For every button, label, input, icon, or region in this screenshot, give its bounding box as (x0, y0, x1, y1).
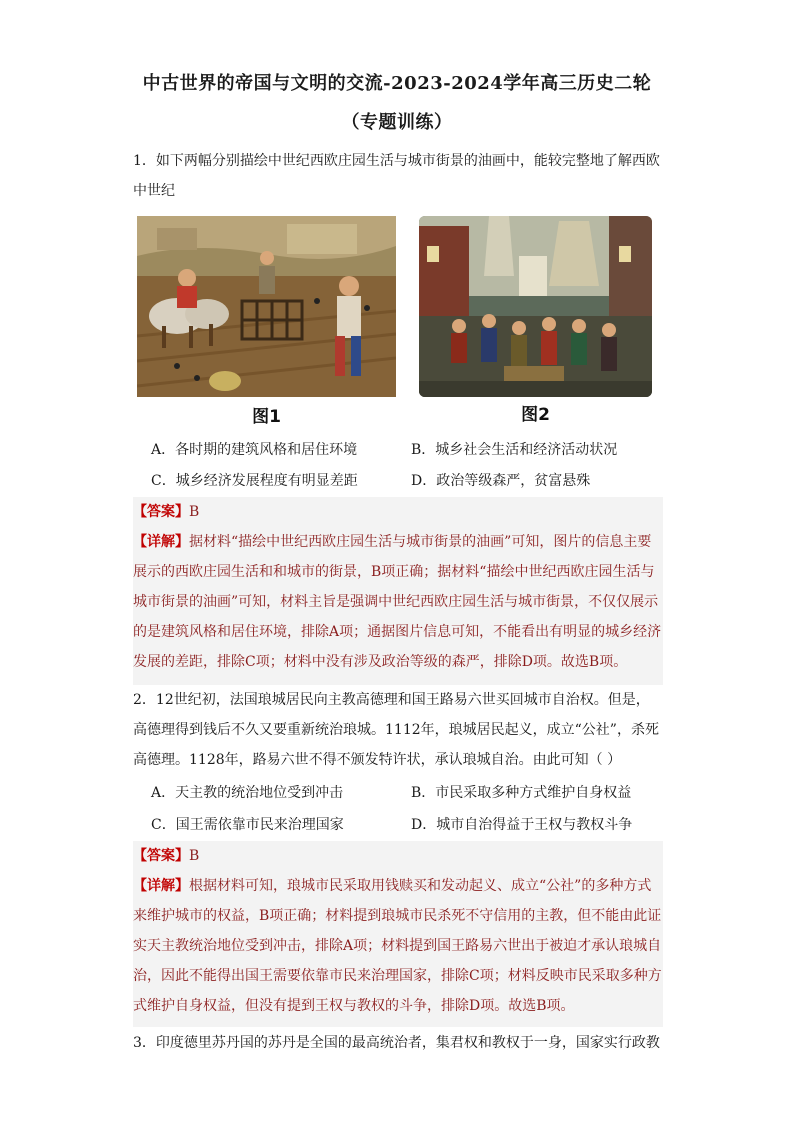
detail-label: 【详解】 (133, 534, 189, 550)
question-1-option-a: A．各时期的建筑风格和居住环境 (151, 442, 358, 458)
question-1-detail (133, 527, 663, 677)
question-3-stem: 3．印度德里苏丹国的苏丹是全国的最高统治者，集君权和教权于一身，国家实行政教 (133, 1035, 660, 1051)
answer-label: 【答案】 (133, 848, 189, 864)
question-2-option-b: B．市民采取多种方式维护自身权益 (411, 785, 632, 801)
question-1-option-b: B．城乡社会生活和经济活动状况 (411, 442, 618, 458)
answer-label: 【答案】 (133, 504, 189, 520)
answer-value: B (189, 848, 200, 864)
question-2-option-d: D．城市自治得益于王权与教权斗争 (411, 817, 633, 833)
detail-text: 据材料“描绘中世纪西欧庄园生活与城市街景的油画”可知，图片的信息主要展示的西欧庄园生活和和城市的街景，B项正确；据材料“描绘中世纪西欧庄园生活与城市街景的油画”可知，材料主旨是强调中世纪西欧庄园生活与城市街景，不仅仅展示的是建筑风格和居住环境，排除A项；通据图片信息可知，不能看出有明显的城乡经济发展的差距，排除C项；材料中没有涉及政治等级的森严，排除D项。故选B项。 (133, 534, 662, 670)
question-2-detail (133, 871, 663, 1021)
question-1-option-c: C．城乡经济发展程度有明显差距 (151, 473, 358, 489)
question-1-stem: 1．如下两幅分别描绘中世纪西欧庄园生活与城市街景的油画中，能较完整地了解西欧中世纪 (133, 153, 660, 199)
detail-text: 根据材料可知，琅城市民采取用钱赎买和发动起义、成立“公社”的多种方式来维护城市的权益，B项正确；材料提到琅城市民杀死不守信用的主教，但不能由此证实天主教统治地位受到冲击，排除A项；材料提到国王路易六世出于被迫才承认琅城自治，因此不能得出国王需要依靠市民来治理国家，排除C项；材料反映市民采取多种方式维护自身权益，但没有提到王权与教权的斗争，排除D项。故选B项。 (133, 878, 662, 1014)
question-2-stem: 2．12世纪初，法国琅城居民向主教高德理和国王路易六世买回城市自治权。但是，高德理得到钱后不久又要重新统治琅城。1112年，琅城居民起义，成立“公社”，杀死高德理。1128年，路易六世不得不颁发特许状，承认琅城自治。由此可知（ ） (133, 692, 659, 768)
document-title: 中古世界的帝国与文明的交流-2023-2024学年高三历史二轮 (142, 73, 652, 94)
answer-value: B (189, 504, 200, 520)
figure-1-caption: 图1 (252, 407, 281, 427)
document-subtitle: （专题训练） (341, 112, 453, 133)
question-2-answer-block (133, 841, 663, 1027)
question-2-option-c: C．国王需依靠市民来治理国家 (151, 817, 344, 833)
figure-2-caption: 图2 (521, 405, 550, 425)
figure-2-city-street-painting (419, 216, 652, 397)
question-2-option-a: A．天主教的统治地位受到冲击 (151, 785, 344, 801)
question-1-answer (133, 497, 663, 527)
figure-1-manor-painting (137, 216, 396, 397)
detail-label: 【详解】 (133, 878, 189, 894)
question-1-answer-block (133, 497, 663, 685)
question-1-option-d: D．政治等级森严，贫富悬殊 (411, 473, 591, 489)
question-2-answer (133, 841, 663, 871)
